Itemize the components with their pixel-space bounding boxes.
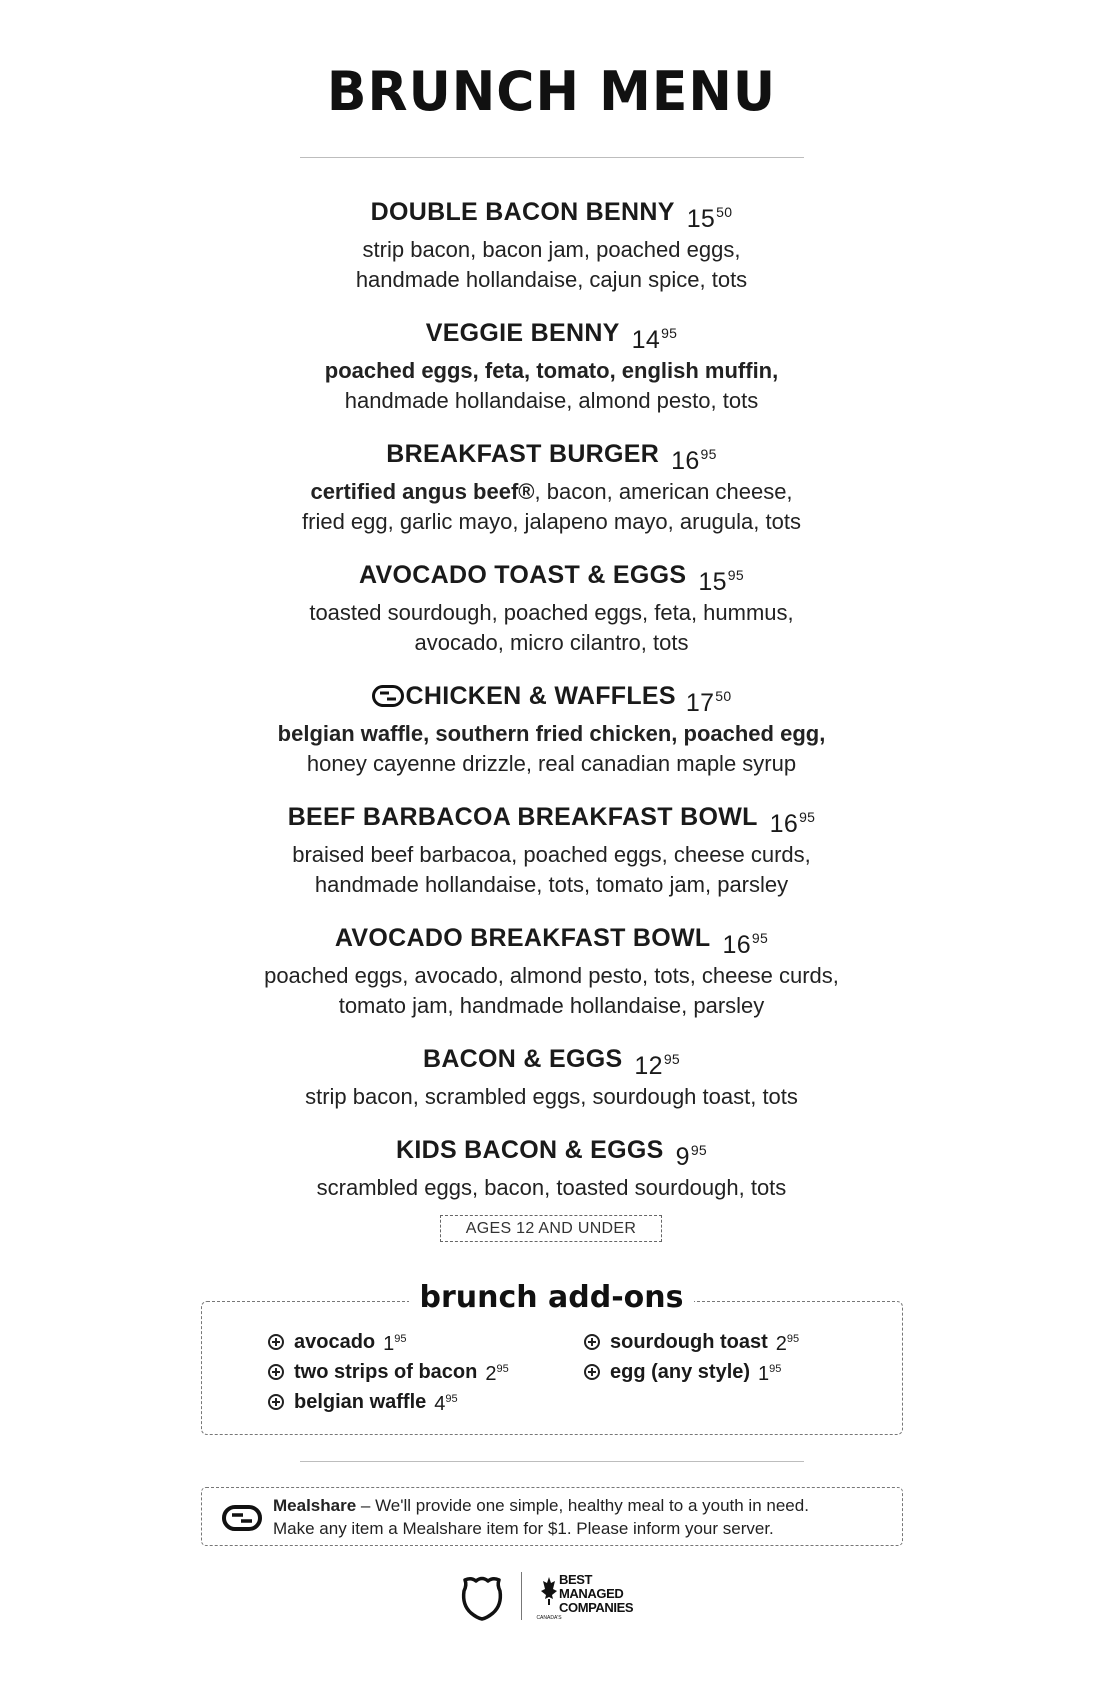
addons-title: brunch add-ons <box>0 1280 1103 1315</box>
plus-circle-icon <box>584 1334 600 1350</box>
mealshare-text: Mealshare – We'll provide one simple, healthy meal to a youth in need. Make any item a Mealshare item for $1. Please inform your server. <box>273 1496 809 1538</box>
menu-item <box>0 438 1103 559</box>
item-name: AVOCADO BREAKFAST BOWL <box>334 924 711 952</box>
item-heading <box>372 680 732 719</box>
maple-leaf-icon <box>536 1573 562 1621</box>
addon-item: belgian waffle $4^{95}$ <box>268 1385 458 1418</box>
menu-item <box>0 1043 1103 1134</box>
item-heading <box>288 801 816 840</box>
mealshare-icon <box>372 685 404 707</box>
top-divider <box>300 157 804 158</box>
item-heading <box>335 922 768 961</box>
shield-logo-icon <box>459 1575 505 1621</box>
menu-item <box>0 680 1103 801</box>
plus-circle-icon <box>268 1394 284 1410</box>
item-price: $16^{95}$ <box>722 930 769 959</box>
addon-item: egg (any style) $1^{95}$ <box>584 1355 781 1388</box>
addon-price: $4^{95}$ <box>434 1393 458 1415</box>
item-description: braised beef barbacoa, poached eggs, cheese curds, handmade hollandaise, tots, tomato jam, parsley <box>292 842 811 897</box>
plus-circle-icon <box>268 1334 284 1350</box>
item-name: BACON & EGGS <box>422 1045 623 1073</box>
item-name: VEGGIE BENNY <box>425 319 620 347</box>
bottom-divider <box>300 1461 804 1462</box>
item-name: DOUBLE BACON BENNY <box>370 198 675 226</box>
item-description: scrambled eggs, bacon, toasted sourdough, tots <box>316 1175 787 1200</box>
item-description: poached eggs, avocado, almond pesto, tots, cheese curds, tomato jam, handmade hollandaise, parsley <box>264 963 839 1018</box>
menu-item <box>0 317 1103 438</box>
item-heading <box>423 1043 680 1082</box>
item-heading <box>386 438 716 477</box>
best-managed-companies-logo <box>536 1572 644 1621</box>
svg-text:CANADA'S: CANADA'S <box>536 1615 562 1621</box>
item-price: $16^{95}$ <box>671 446 717 475</box>
mealshare-icon <box>222 1505 262 1531</box>
item-name: KIDS BACON & EGGS <box>395 1136 664 1164</box>
menu-item <box>0 196 1103 317</box>
addon-price: $2^{95}$ <box>775 1333 800 1355</box>
item-description: toasted sourdough, poached eggs, feta, hummus, avocado, micro cilantro, tots <box>309 600 794 655</box>
item-name: CHICKEN & WAFFLES <box>372 680 676 712</box>
menu-item <box>0 801 1103 922</box>
item-description: belgian waffle, southern fried chicken, poached egg, honey cayenne drizzle, real canadian maple syrup <box>277 721 826 776</box>
footer-divider <box>521 1572 522 1620</box>
item-heading <box>359 559 744 598</box>
item-description: strip bacon, scrambled eggs, sourdough toast, tots <box>305 1084 798 1109</box>
menu-list <box>0 196 1103 1225</box>
menu-item <box>0 559 1103 680</box>
menu-item <box>0 1134 1103 1225</box>
mealshare-box <box>201 1487 903 1546</box>
plus-circle-icon <box>584 1364 600 1380</box>
item-description: poached eggs, feta, tomato, english muffin, handmade hollandaise, almond pesto, tots <box>324 358 779 413</box>
addon-item: sourdough toast $2^{95}$ <box>584 1325 799 1358</box>
addon-price: $1^{95}$ <box>758 1363 782 1385</box>
item-description: strip bacon, bacon jam, poached eggs, handmade hollandaise, cajun spice, tots <box>355 237 748 292</box>
item-price: $17^{50}$ <box>685 688 732 717</box>
item-price: $15^{95}$ <box>698 567 744 596</box>
item-price: $15^{50}$ <box>686 204 733 233</box>
menu-item <box>0 922 1103 1043</box>
item-price: $9^{95}$ <box>675 1142 708 1171</box>
page-title: BRUNCH MENU <box>326 60 777 124</box>
addon-price: $2^{95}$ <box>485 1363 509 1385</box>
addon-price: $1^{95}$ <box>383 1333 407 1355</box>
plus-circle-icon <box>268 1364 284 1380</box>
item-heading <box>426 317 678 356</box>
item-name: BREAKFAST BURGER <box>386 440 660 468</box>
item-description: certified angus beef®, bacon, american cheese, fried egg, garlic mayo, jalapeno mayo, arugula, tots <box>302 479 801 534</box>
item-name: AVOCADO TOAST & EGGS <box>359 561 687 589</box>
item-price: $16^{95}$ <box>769 809 816 838</box>
item-name: BEEF BARBACOA BREAKFAST BOWL <box>287 803 758 831</box>
addon-item: two strips of bacon $2^{95}$ <box>268 1355 509 1388</box>
item-heading <box>371 196 733 235</box>
addon-item: avocado $1^{95}$ <box>268 1325 407 1358</box>
item-price: $12^{95}$ <box>634 1051 681 1080</box>
item-heading <box>396 1134 707 1173</box>
kids-age-badge: AGES 12 AND UNDER <box>440 1215 662 1242</box>
logo-text: BEST MANAGED COMPANIES <box>559 1572 634 1615</box>
item-price: $14^{95}$ <box>631 325 678 354</box>
